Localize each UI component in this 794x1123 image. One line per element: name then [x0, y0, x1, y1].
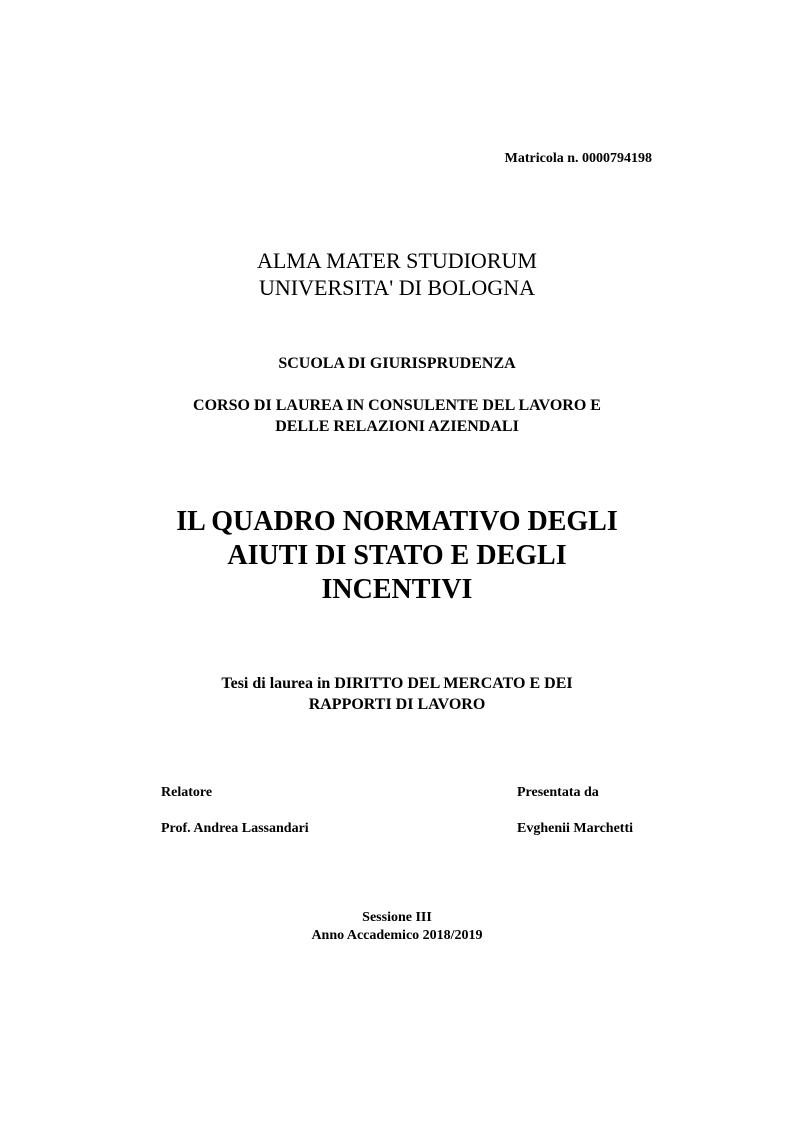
university-name	[0, 247, 794, 301]
thesis-title-line-2: AIUTI DI STATO E DEGLI	[227, 540, 567, 571]
course-name	[0, 395, 794, 437]
academic-session	[0, 909, 794, 945]
candidate-name: Evghenii Marchetti	[517, 821, 634, 836]
academic-year: Anno Accademico 2018/2019	[311, 928, 483, 943]
session-number: Sessione III	[362, 910, 432, 925]
thesis-title-line-3: INCENTIVI	[321, 574, 473, 605]
thesis-title-line-1: IL QUADRO NORMATIVO DEGLI	[176, 506, 618, 537]
student-id: Matricola n. 0000794198	[504, 151, 652, 166]
thesis-subject	[0, 673, 794, 715]
thesis-subject-line-2: RAPPORTI DI LAVORO	[308, 696, 486, 713]
supervisor-name: Prof. Andrea Lassandari	[161, 821, 309, 836]
thesis-subject-line-1: Tesi di laurea in DIRITTO DEL MERCATO E DEI	[221, 675, 573, 692]
university-name-line-1: ALMA MATER STUDIORUM	[257, 248, 537, 273]
course-name-line-2: DELLE RELAZIONI AZIENDALI	[275, 418, 519, 435]
thesis-title	[0, 505, 794, 607]
supervisor-label: Relatore	[161, 785, 213, 800]
university-name-line-2: UNIVERSITA' DI BOLOGNA	[259, 275, 535, 300]
candidate-label: Presentata da	[517, 785, 599, 800]
course-name-line-1: CORSO DI LAUREA IN CONSULENTE DEL LAVORO E	[193, 397, 601, 414]
school-name: SCUOLA DI GIURISPRUDENZA	[278, 355, 516, 372]
